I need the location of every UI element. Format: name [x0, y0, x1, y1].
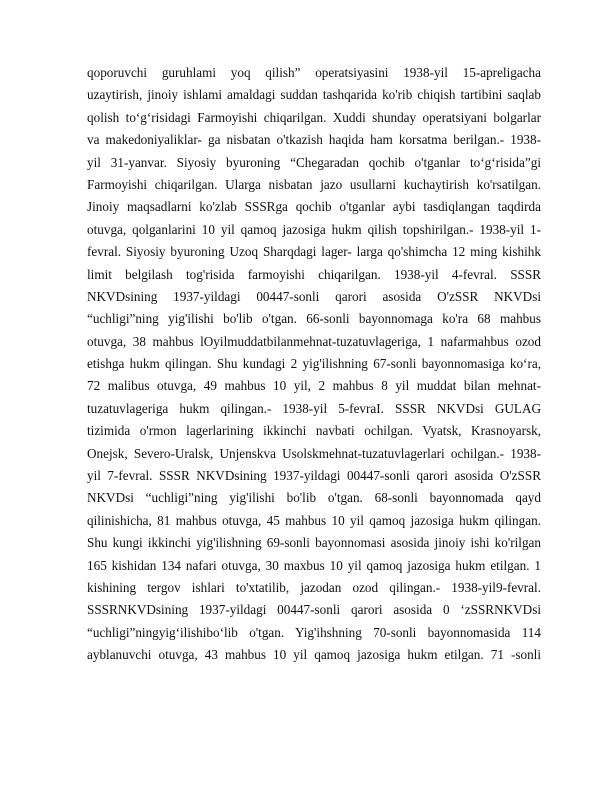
text-line-4: va makedoniyaliklar- ga nisbatan o'tkazish haqida ham korsatma berilgan.- 1938-: [87, 132, 541, 148]
text-line-14: etishga hukm qilingan. Shu kundagi 2 yig'ilishning 67-sonli bayonnomasiga ko‘ra,: [87, 356, 541, 372]
text-line-5: yil 31-yanvar. Siyosiy byuroning “Chegaradan qochib o'tganlar to‘g‘risida”gi: [87, 154, 541, 170]
text-line-9: fevral. Siyosiy byuroning Uzoq Sharqdagi lager- larga qo'shimcha 12 ming kishihk: [87, 244, 541, 260]
text-line-1: qoporuvchi guruhlami yoq qilish” operatsiyasini 1938-yil 15-apreligacha: [87, 65, 541, 80]
text-line-2: uzaytirish, jinoiy ishlami amaldagi suddan tashqarida ko'rib chiqish tartibini saqlab: [87, 87, 541, 103]
text-line-25: SSSRNKVDsining 1937-yildagi 00447-sonli qarori asosida 0 ‘zSSRNKVDsi: [87, 602, 541, 618]
document-page: [87, 62, 541, 667]
text-line-22: Shu kungi ikkinchi yig'ilishning 69-sonli bayonnomasi asosida jinoiy ishi ko'rilgan: [87, 535, 541, 551]
text-line-10: limit belgilash tog'risida farmoyishi chiqarilgan. 1938-yil 4-fevral. SSSR: [87, 266, 541, 282]
text-line-7: Jinoiy maqsadlarni ko'zlab SSSRga qochib o'tganlar aybi tasdiqlangan taqdirda: [87, 199, 541, 215]
text-line-11: NKVDsining 1937-yildagi 00447-sonli qarori asosida O'zSSR NKVDsi: [87, 288, 541, 304]
text-line-3: qolish to‘g‘risidagi Farmoyishi chiqarilgan. Xuddi shunday operatsiyani bolgarlar: [87, 109, 541, 125]
text-line-18: Onejsk, Severo-Uralsk, Unjenskva Usolskmehnat-tuzatuvlagerlari ochilgan.- 1938-: [87, 445, 541, 461]
text-line-21: qilinishicha, 81 mahbus otuvga, 45 mahbus 10 yil qamoq jazosiga hukm qilingan.: [87, 512, 541, 528]
text-line-15: 72 malibus otuvga, 49 mahbus 10 yil, 2 mahbus 8 yil muddat bilan mehnat-: [87, 378, 541, 394]
text-line-20: NKVDsi “uchligi”ning yig'ilishi bo'lib o'tgan. 68-sonli bayonnomada qayd: [87, 490, 541, 506]
text-line-13: otuvga, 38 mahbus lOyilmuddatbilanmehnat-tuzatuvlageriga, 1 nafarmahbus ozod: [87, 333, 541, 349]
text-line-17: tizimida o'rmon lagerlarining ikkinchi navbati ochilgan. Vyatsk, Krasnoyarsk,: [87, 423, 541, 439]
text-line-24: kishining tergov ishlari to'xtatilib, jazodan ozod qilingan.- 1938-yil9-fevral.: [87, 579, 541, 595]
text-line-27: ayblanuvchi otuvga, 43 mahbus 10 yil qamoq jazosiga hukm etilgan. 71 -sonli: [87, 647, 541, 663]
text-line-16: tuzatuvlageriga hukm qilingan.- 1938-yil 5-fevraI. SSSR NKVDsi GULAG: [87, 400, 541, 416]
text-line-26: “uchligi”ningyig‘ilishibo‘lib o'tgan. Yig'ihshning 70-sonli bayonnomasida 114: [87, 624, 541, 640]
text-line-23: 165 kishidan 134 nafari otuvga, 30 maxbus 10 yil qamoq jazosiga hukm etilgan. 1: [87, 557, 541, 573]
text-line-19: yil 7-fevral. SSSR NKVDsining 1937-yildagi 00447-sonli qarori asosida O'zSSR: [87, 468, 541, 484]
text-line-8: otuvga, qolganlarini 10 yil qamoq jazosiga hukm qilish topshirilgan.- 1938-yil 1-: [87, 221, 541, 237]
text-line-6: Farmoyishi chiqarilgan. Ularga nisbatan jazo usullarni kuchaytirish ko'rsatilgan.: [87, 176, 541, 192]
text-line-12: “uchligi”ning yig'ilishi bo'lib o'tgan. 66-sonli bayonnomaga ko'ra 68 mahbus: [87, 311, 541, 327]
